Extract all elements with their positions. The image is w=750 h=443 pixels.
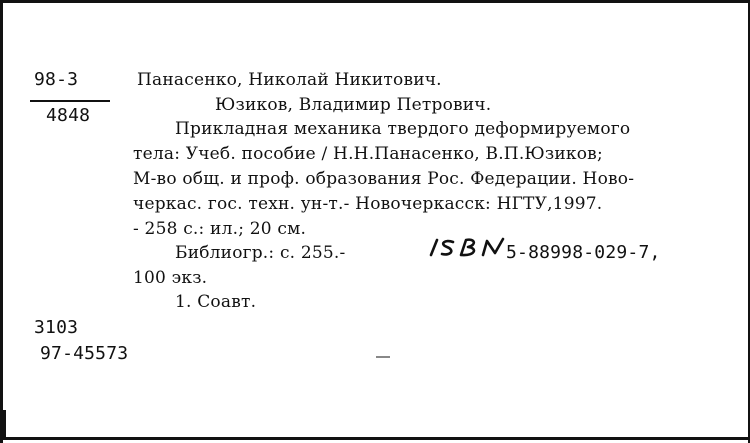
card-border-bottom [0,437,750,440]
title-line-3: М-во общ. и проф. образования Рос. Федерации. Ново- [133,169,635,189]
tracing-note: 1. Соавт. [175,292,257,312]
title-line-1: Прикладная механика твердого деформируемого [175,119,631,139]
code-3103: 3103 [34,317,79,338]
copies-count: 100 экз. [133,268,208,288]
card-number: 97-45573 [40,343,129,364]
scan-speck [376,356,390,358]
card-border-top [0,0,750,3]
title-line-5: - 258 с.: ил.; 20 см. [133,219,307,239]
handwritten-isbn-mark [425,236,507,258]
inventory-number: 4848 [46,105,91,126]
bibliography-note: Библиогр.: с. 255.- [175,243,346,263]
author-heading: Панасенко, Николай Никитович. [137,70,442,90]
card-border-left [0,0,3,443]
coauthor-heading: Юзиков, Владимир Петрович. [215,95,492,115]
card-corner-mark [2,410,6,440]
shelf-mark-divider [30,100,110,102]
title-line-4: черкас. гос. техн. ун-т.- Новочеркасск: НГТУ,1997. [133,194,603,214]
shelf-mark: 98-3 [34,69,79,90]
title-line-2: тела: Учеб. пособие / Н.Н.Панасенко, В.П.Юзиков; [133,144,603,164]
isbn-number: 5-88998-029-7, [506,242,661,263]
